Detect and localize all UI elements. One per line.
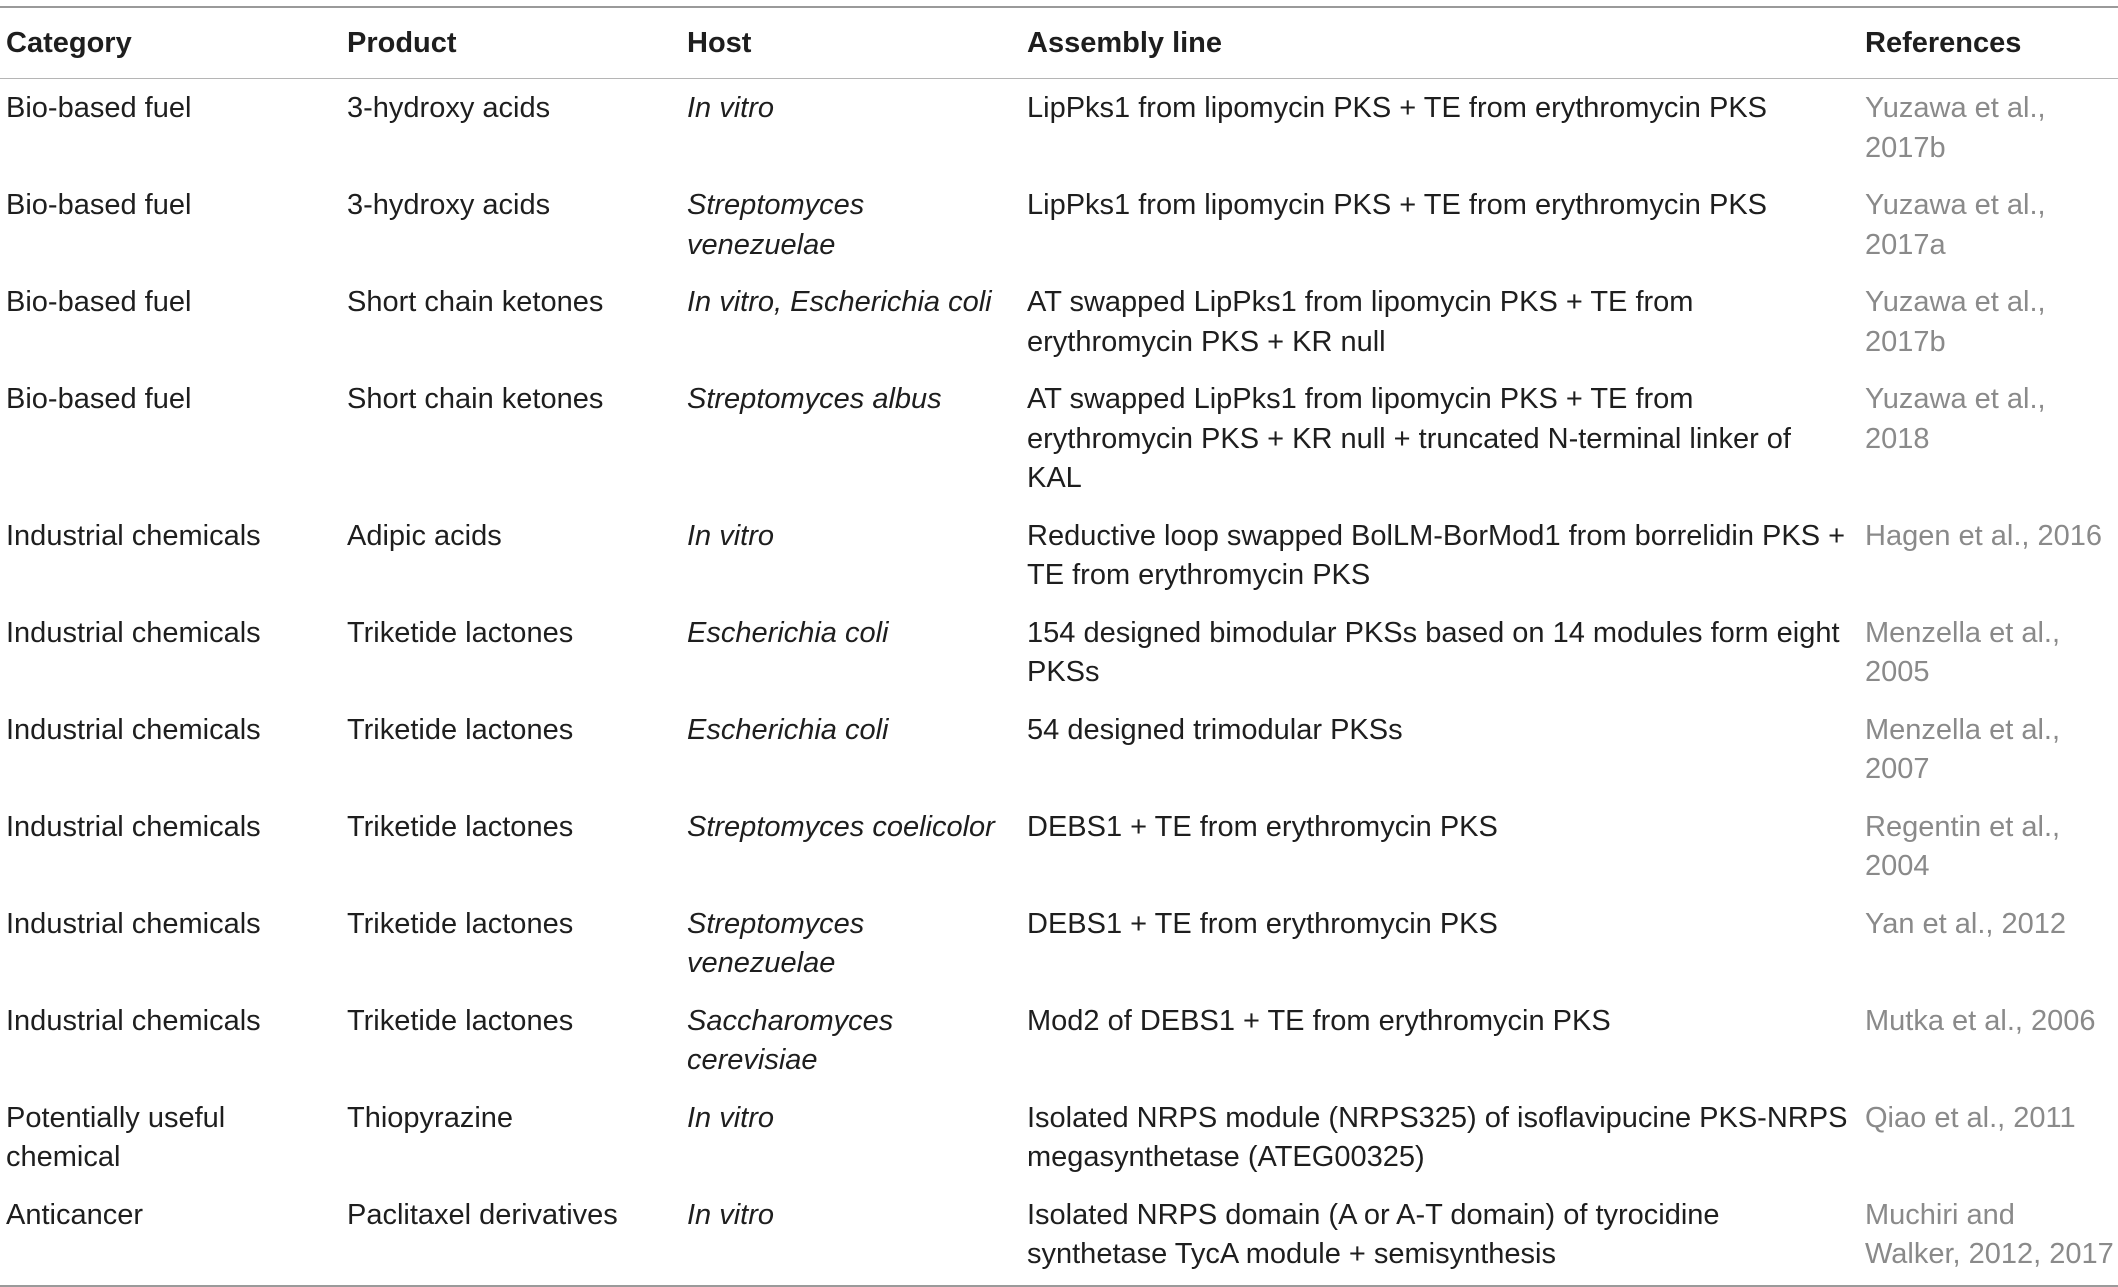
- cell-assembly-line: Mod2 of DEBS1 + TE from erythromycin PKS: [1027, 1004, 1611, 1037]
- cell-product: Triketide lactones: [347, 810, 574, 843]
- cell-assembly-line: Reductive loop swapped BolLM-BorMod1 from borrelidin PKS + TE from erythromycin PKS: [1027, 519, 1846, 591]
- cell-host: Saccharomyces cerevisiae: [687, 1004, 894, 1076]
- cell-host: In vitro: [687, 519, 775, 552]
- cell-assembly-line: AT swapped LipPks1 from lipomycin PKS + TE from erythromycin PKS + KR null + truncated N-terminal linker of KAL: [1027, 383, 1791, 494]
- cell-assembly-line: 154 designed bimodular PKSs based on 14 modules form eight PKSs: [1027, 616, 1840, 688]
- cell-product: Triketide lactones: [347, 1004, 574, 1037]
- cell-host: In vitro: [687, 1198, 775, 1231]
- cell-product: Triketide lactones: [347, 907, 574, 940]
- cell-references: Muchiri and Walker, 2012, 2017: [1865, 1198, 2114, 1270]
- table-row: [0, 1186, 2118, 1286]
- cell-references: Menzella et al., 2007: [1865, 713, 2061, 785]
- cell-product: Triketide lactones: [347, 713, 574, 746]
- cell-category: Industrial chemicals: [6, 713, 261, 746]
- cell-host: In vitro: [687, 92, 775, 124]
- cell-product: Paclitaxel derivatives: [347, 1198, 618, 1231]
- cell-category: Bio-based fuel: [6, 92, 192, 124]
- header-assembly-line: Assembly line: [1027, 27, 1223, 59]
- cell-category: Industrial chemicals: [6, 616, 261, 649]
- table-row: [0, 992, 2118, 1089]
- cell-assembly-line: AT swapped LipPks1 from lipomycin PKS + TE from erythromycin PKS + KR null: [1027, 286, 1694, 358]
- cell-assembly-line: Isolated NRPS domain (A or A-T domain) of tyrocidine synthetase TycA module + semisynthesis: [1027, 1198, 1720, 1270]
- cell-product: Triketide lactones: [347, 616, 574, 649]
- cell-product: Thiopyrazine: [347, 1101, 514, 1134]
- header-category: Category: [6, 27, 132, 59]
- cell-product: 3-hydroxy acids: [347, 189, 551, 221]
- cell-host: Streptomyces coelicolor: [687, 810, 995, 843]
- cell-category: Bio-based fuel: [6, 286, 192, 318]
- cell-host: In vitro, Escherichia coli: [687, 286, 992, 318]
- cell-references: Mutka et al., 2006: [1865, 1004, 2096, 1037]
- cell-product: 3-hydroxy acids: [347, 92, 551, 124]
- table-row: [0, 273, 2118, 370]
- table-row: [0, 507, 2118, 604]
- cell-assembly-line: LipPks1 from lipomycin PKS + TE from erythromycin PKS: [1027, 92, 1768, 124]
- table-row: [0, 701, 2118, 798]
- cell-product: Adipic acids: [347, 519, 502, 552]
- table-row: [0, 798, 2118, 895]
- cell-category: Industrial chemicals: [6, 907, 261, 940]
- cell-references: Regentin et al., 2004: [1865, 810, 2061, 882]
- cell-category: Industrial chemicals: [6, 519, 261, 552]
- cell-references: Yuzawa et al., 2017b: [1865, 92, 2046, 164]
- cell-host: Escherichia coli: [687, 713, 889, 746]
- table-row: [0, 79, 2118, 177]
- table-row: [0, 1089, 2118, 1186]
- cell-references: Qiao et al., 2011: [1865, 1101, 2076, 1134]
- cell-assembly-line: DEBS1 + TE from erythromycin PKS: [1027, 907, 1498, 940]
- cell-category: Industrial chemicals: [6, 1004, 261, 1037]
- pks-applications-table: [0, 6, 2118, 1287]
- table-row: [0, 895, 2118, 992]
- cell-assembly-line: LipPks1 from lipomycin PKS + TE from erythromycin PKS: [1027, 189, 1768, 221]
- table-row: [0, 176, 2118, 273]
- table-body: [0, 79, 2118, 1286]
- cell-product: Short chain ketones: [347, 383, 604, 415]
- cell-host: Escherichia coli: [687, 616, 889, 649]
- header-row: [0, 7, 2118, 79]
- data-table-container: [0, 6, 2118, 1287]
- cell-host: Streptomyces albus: [687, 383, 942, 415]
- cell-assembly-line: 54 designed trimodular PKSs: [1027, 713, 1403, 746]
- table-row: [0, 370, 2118, 507]
- cell-category: Industrial chemicals: [6, 810, 261, 843]
- header-references: References: [1865, 27, 2022, 59]
- header-host: Host: [687, 27, 752, 59]
- table-row: [0, 604, 2118, 701]
- cell-references: Menzella et al., 2005: [1865, 616, 2061, 688]
- cell-host: In vitro: [687, 1101, 775, 1134]
- cell-assembly-line: Isolated NRPS module (NRPS325) of isoflavipucine PKS-NRPS megasynthetase (ATEG00325): [1027, 1101, 1848, 1173]
- cell-references: Yan et al., 2012: [1865, 907, 2067, 940]
- cell-category: Anticancer: [6, 1198, 144, 1231]
- cell-references: Yuzawa et al., 2018: [1865, 383, 2046, 455]
- cell-product: Short chain ketones: [347, 286, 604, 318]
- cell-references: Yuzawa et al., 2017a: [1865, 189, 2046, 261]
- cell-host: Streptomyces venezuelae: [687, 907, 865, 979]
- cell-assembly-line: DEBS1 + TE from erythromycin PKS: [1027, 810, 1498, 843]
- cell-category: Bio-based fuel: [6, 189, 192, 221]
- table-header: [0, 7, 2118, 79]
- cell-category: Potentially useful chemical: [6, 1101, 226, 1173]
- header-product: Product: [347, 27, 457, 59]
- cell-references: Hagen et al., 2016: [1865, 519, 2103, 552]
- cell-host: Streptomyces venezuelae: [687, 189, 865, 261]
- cell-references: Yuzawa et al., 2017b: [1865, 286, 2046, 358]
- cell-category: Bio-based fuel: [6, 383, 192, 415]
